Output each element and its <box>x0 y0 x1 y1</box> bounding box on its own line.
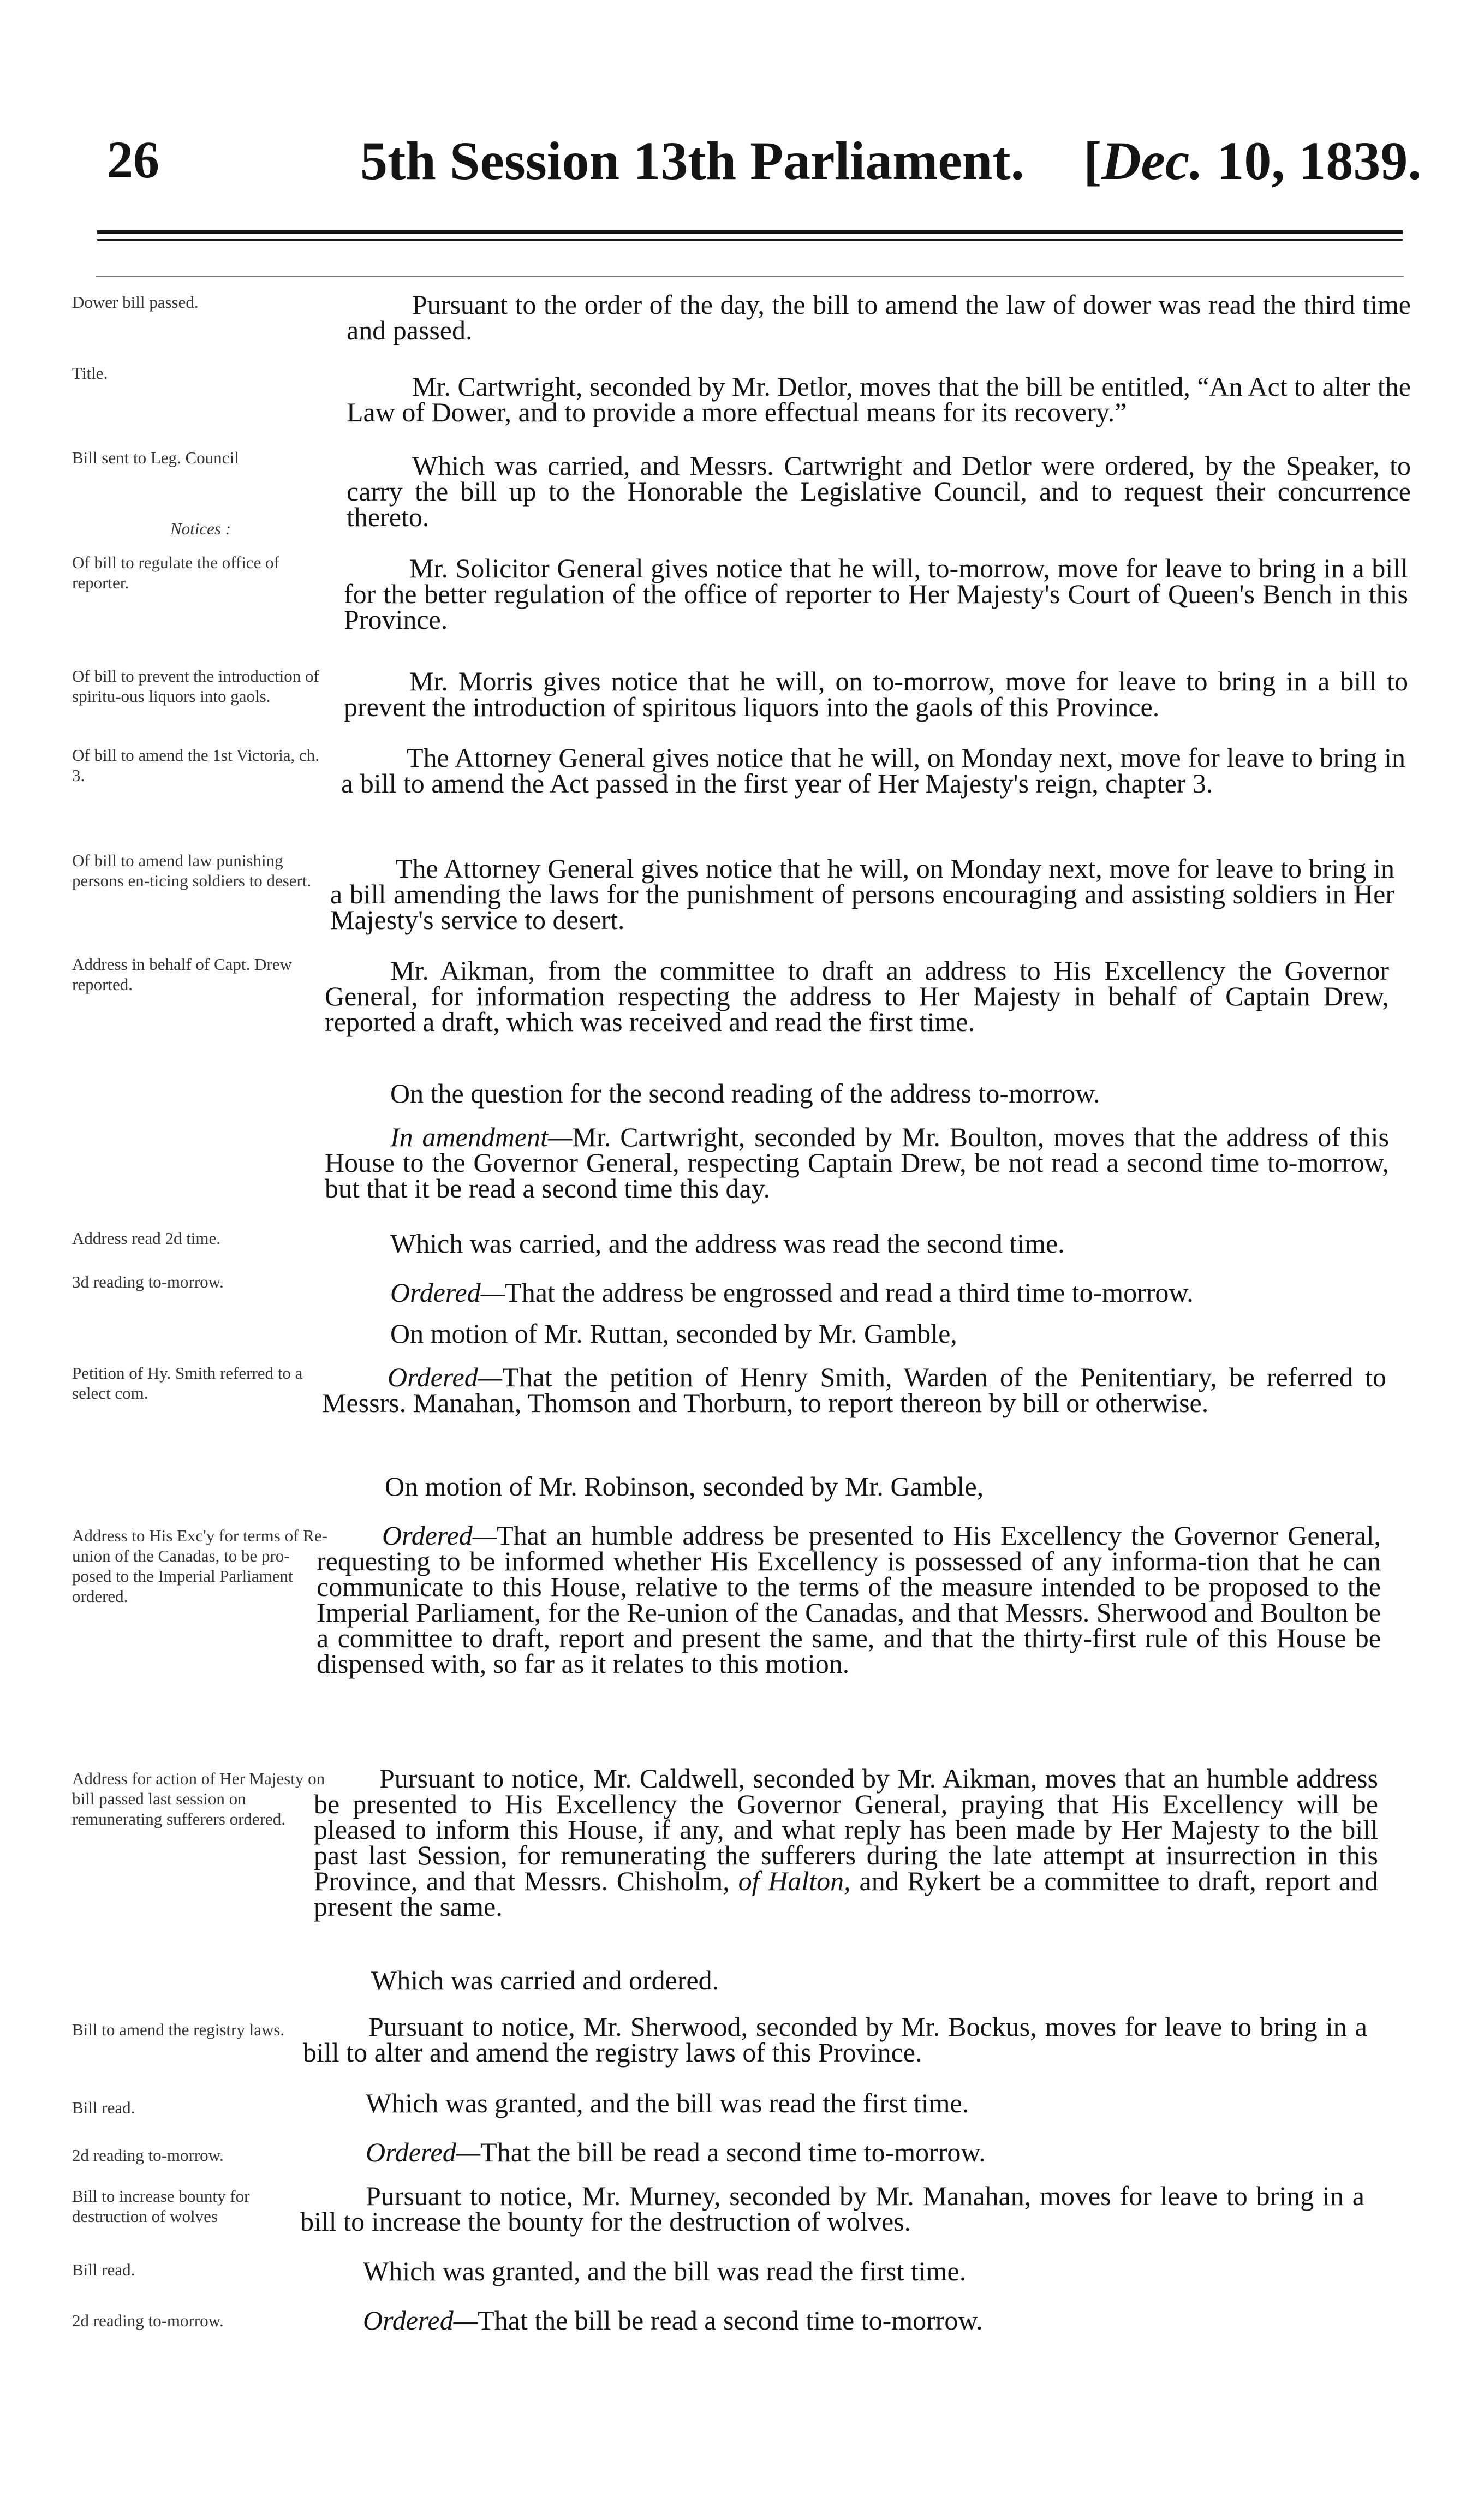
body-paragraph: Mr. Aikman, from the committee to draft an address to His Excellency the Governor General, for information respecting the address to Her Majesty in behalf of Captain Drew, reported a draft, which was received and read the first time. <box>325 955 1389 1037</box>
body-paragraph: Pursuant to the order of the day, the bill to amend the law of dower was read the third time and passed. <box>347 289 1411 345</box>
paragraph-text: That the petition of Henry Smith, Warden of the Penitentiary, be referred to Messrs. Manahan, Thomson and Thorburn, to report thereon by bill or otherwise. <box>322 1362 1386 1418</box>
margin-note: Address to His Exc'y for terms of Re-union of the Canadas, to be pro-posed to the Imperial Parliament ordered. <box>72 1526 327 1606</box>
body-paragraph: On the question for the second reading of the address to-morrow. <box>390 1078 1100 1109</box>
body-paragraph: Which was granted, and the bill was read the first time. <box>363 2256 967 2286</box>
margin-note-heading: Notices : <box>170 519 231 538</box>
body-paragraph <box>322 1362 1386 1418</box>
margin-note: 3d reading to-morrow. <box>72 1272 224 1291</box>
body-paragraph <box>297 2305 1362 2336</box>
margin-note: Dower bill passed. <box>72 293 199 312</box>
margin-note: Bill sent to Leg. Council <box>72 448 239 467</box>
margin-note: 2d reading to-morrow. <box>72 2146 224 2165</box>
margin-note: Bill to increase bounty for destruction of wolves <box>72 2187 250 2226</box>
header-rule-hairline <box>96 276 1404 277</box>
paragraph-lead: Ordered— <box>388 1362 503 1392</box>
margin-note: Bill read. <box>72 2098 135 2117</box>
margin-note: Bill read. <box>72 2260 135 2279</box>
body-paragraph: Pursuant to notice, Mr. Murney, seconded by Mr. Manahan, moves for leave to bring in a bill to increase the bounty for the destruction of wolves. <box>300 2181 1364 2237</box>
margin-note: Address in behalf of Capt. Drew reported. <box>72 955 292 994</box>
body-paragraph: On motion of Mr. Robinson, seconded by Mr. Gamble, <box>385 1471 984 1502</box>
body-paragraph: Mr. Solicitor General gives notice that he will, to-morrow, move for leave to bring in a bill for the better regulation of the office of reporter to Her Majesty's Court of Queen's Bench in this Province. <box>344 553 1408 635</box>
paragraph-text: That the address be engrossed and read a third time to-morrow. <box>505 1277 1194 1308</box>
body-paragraph <box>325 1277 1389 1308</box>
margin-note: Title. <box>72 364 108 383</box>
page-title: 5th Session 13th Parliament. <box>360 130 1024 191</box>
body-paragraph: Which was carried and ordered. <box>371 1965 719 1995</box>
paragraph-text-tail: and Rykert be a committee to draft, report and present the same. <box>314 1866 1378 1922</box>
margin-note: Address for action of Her Majesty on bill passed last session on remunerating sufferers ordered. <box>72 1769 325 1828</box>
body-paragraph: The Attorney General gives notice that he will, on Monday next, move for leave to bring in a bill amending the laws for the punishment of persons encouraging and assisting soldiers in Her Majesty's service to desert. <box>330 853 1394 935</box>
body-paragraph <box>300 2137 1364 2167</box>
date-bracket: [ <box>1083 130 1102 191</box>
page-number: 26 <box>107 130 159 189</box>
margin-note: Of bill to amend law punishing persons en-ticing soldiers to desert. <box>72 851 312 890</box>
paragraph-italic: of Halton, <box>738 1866 851 1896</box>
header-rule-thin <box>97 239 1403 241</box>
paragraph-lead: Ordered— <box>363 2305 478 2336</box>
margin-note: Bill to amend the registry laws. <box>72 2020 285 2039</box>
margin-note: Of bill to amend the 1st Victoria, ch. 3. <box>72 746 319 785</box>
paragraph-lead: In amendment— <box>390 1122 573 1152</box>
paragraph-text: Mr. Cartwright, seconded by Mr. Boulton, moves that the address of this House to the Governor General, respecting Captain Drew, be not read a second time to-morrow, but that it be read a second time this day. <box>325 1122 1390 1204</box>
paragraph-lead: Ordered— <box>382 1520 497 1551</box>
margin-note: Of bill to prevent the introduction of spiritu-ous liquors into gaols. <box>72 666 319 706</box>
body-paragraph: Mr. Cartwright, seconded by Mr. Detlor, moves that the bill be entitled, “An Act to alter the Law of Dower, and to provide a more effectual means for its recovery.” <box>347 371 1411 427</box>
body-paragraph <box>317 1520 1381 1679</box>
body-paragraph <box>314 1763 1378 1922</box>
body-paragraph <box>325 1122 1390 1204</box>
body-paragraph: Mr. Morris gives notice that he will, on to-morrow, move for leave to bring in a bill to prevent the introduction of spiritous liquors into the gaols of this Province. <box>344 666 1408 722</box>
margin-note: Of bill to regulate the office of reporter. <box>72 553 279 592</box>
paragraph-text: That the bill be read a second time to-morrow. <box>478 2305 983 2336</box>
body-paragraph: On motion of Mr. Ruttan, seconded by Mr. Gamble, <box>390 1318 957 1349</box>
paragraph-lead: Ordered— <box>366 2137 481 2167</box>
margin-note: Address read 2d time. <box>72 1229 221 1248</box>
body-paragraph: Which was granted, and the bill was read the first time. <box>366 2088 969 2118</box>
margin-note: Petition of Hy. Smith referred to a select com. <box>72 1363 303 1403</box>
date-month: Dec. <box>1101 130 1203 191</box>
page-date <box>1083 130 1422 191</box>
paragraph-text: That an humble address be presented to His Excellency the Governor General, requesting to be informed whether His Excellency is possessed of any informa-tion that he can communicate to this House, relative to the terms of the measure intended to be proposed to the Imperial Parliament, for the Re-union of the Canadas, and that Messrs. Sherwood and Boulton be a committee to draft, report and present the same, and that the thirty-first rule of this House be dispensed with, so far as it relates to this motion. <box>317 1520 1381 1679</box>
body-paragraph: Pursuant to notice, Mr. Sherwood, seconded by Mr. Bockus, moves for leave to bring in a bill to alter and amend the registry laws of this Province. <box>303 2011 1367 2068</box>
body-paragraph: Which was carried, and the address was read the second time. <box>390 1228 1065 1259</box>
paragraph-text: Pursuant to notice, Mr. Caldwell, seconded by Mr. Aikman, moves that an humble address be presented to His Excellency the Governor General, praying that His Excellency will be pleased to inform this House, if any, and what reply has been made by Her Majesty to the bill past last Session, for remunerating the sufferers during the late attempt at insurrection in this Province, and that Messrs. Chisholm, <box>314 1763 1378 1896</box>
date-day-year: 10, 1839. <box>1203 130 1422 191</box>
body-paragraph: The Attorney General gives notice that he will, on Monday next, move for leave to bring in a bill to amend the Act passed in the first year of Her Majesty's reign, chapter 3. <box>341 742 1405 799</box>
header-rule-thick <box>97 230 1403 234</box>
paragraph-text: That the bill be read a second time to-morrow. <box>480 2137 986 2167</box>
paragraph-lead: Ordered— <box>390 1277 505 1308</box>
margin-note: 2d reading to-morrow. <box>72 2311 224 2330</box>
body-paragraph: Which was carried, and Messrs. Cartwright and Detlor were ordered, by the Speaker, to carry the bill up to the Honorable the Legislative Council, and to request their concurrence thereto. <box>347 450 1411 532</box>
